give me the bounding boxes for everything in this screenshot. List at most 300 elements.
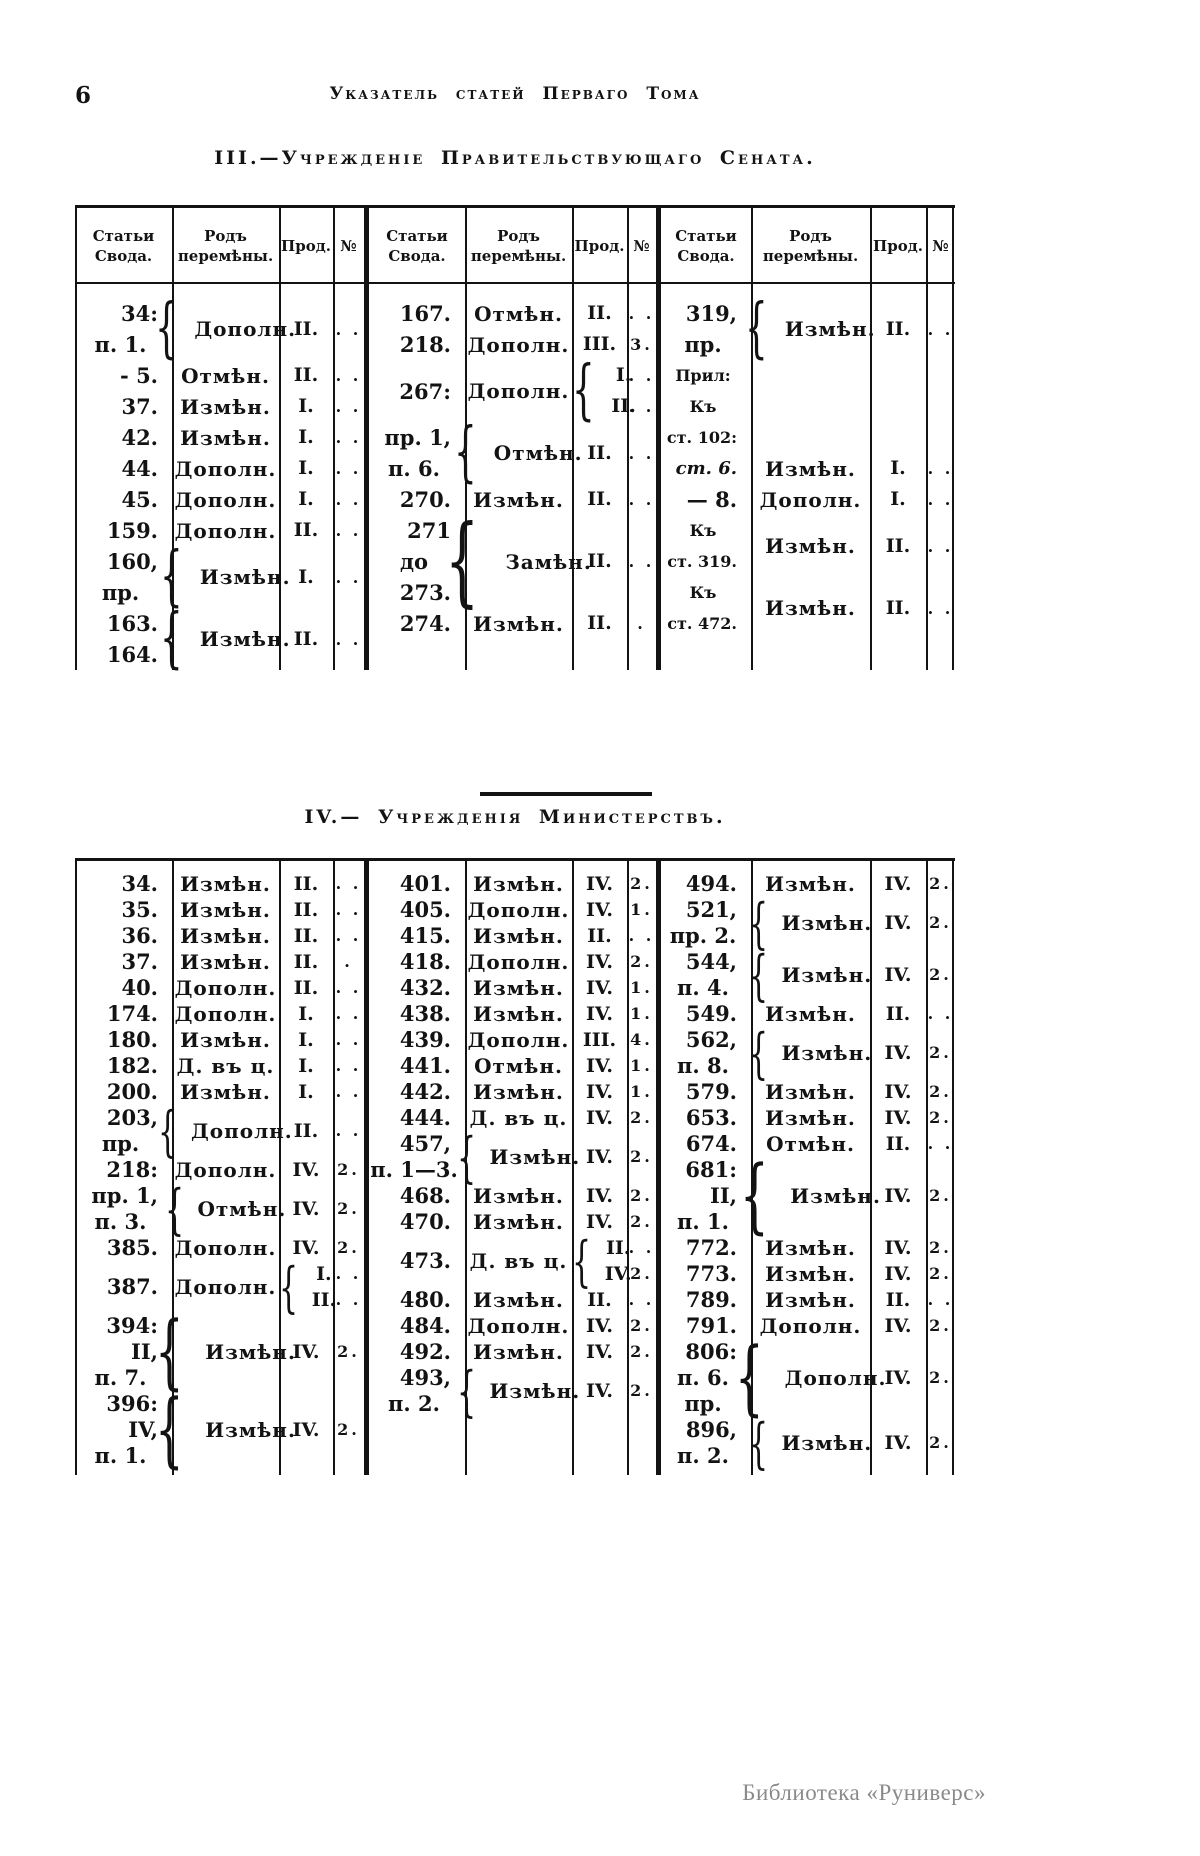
cell-change-kind bbox=[465, 1001, 572, 1027]
change-kind-text: Дополн. bbox=[759, 1314, 862, 1338]
column-header-change-kind bbox=[172, 208, 279, 284]
table-row bbox=[661, 1261, 955, 1287]
cell-continuation bbox=[572, 298, 627, 329]
cell-number bbox=[926, 298, 955, 360]
table-row bbox=[661, 1105, 955, 1131]
continuation-lines bbox=[572, 1079, 627, 1105]
continuation-text: II. bbox=[293, 977, 319, 999]
cell-change-kind bbox=[172, 360, 279, 391]
article-number-text: 273. bbox=[399, 580, 451, 605]
column-header-change-kind bbox=[751, 208, 870, 284]
cell-article-number bbox=[75, 1235, 172, 1261]
continuation-text: I. bbox=[298, 1029, 314, 1051]
continuation-text: II. bbox=[885, 1133, 911, 1155]
continuation-text: I. bbox=[298, 565, 314, 588]
article-number-text: 167. bbox=[399, 301, 451, 326]
number-dots: . . bbox=[927, 536, 954, 556]
change-kind-text: Дополн. bbox=[174, 518, 277, 543]
continuation-lines bbox=[572, 438, 627, 469]
cell-article-number bbox=[75, 391, 172, 422]
table-row bbox=[661, 484, 955, 515]
cell-number bbox=[926, 1235, 955, 1261]
table-column-group bbox=[661, 871, 955, 1475]
cell-continuation bbox=[572, 1131, 627, 1183]
continuation-lines bbox=[279, 453, 333, 484]
continuation-text: IV. bbox=[292, 1341, 320, 1363]
cell-number bbox=[333, 1183, 364, 1235]
cell-number bbox=[627, 871, 656, 897]
article-number-text: п. 6. bbox=[388, 456, 440, 481]
change-kind-text: Измѣн. bbox=[199, 565, 291, 589]
cell-change-kind bbox=[751, 1001, 870, 1027]
row-brace: { bbox=[155, 1304, 184, 1400]
cell-change-kind bbox=[465, 1339, 572, 1365]
number-dots: 2. bbox=[630, 1381, 653, 1400]
column-header-text: Прод. bbox=[281, 237, 331, 255]
number-dots: . . bbox=[628, 490, 655, 509]
continuation-text: IV. bbox=[884, 1367, 912, 1389]
continuation-text: IV. bbox=[586, 1107, 613, 1129]
article-number-text: п. 1. bbox=[677, 1209, 729, 1234]
cell-change-kind bbox=[172, 391, 279, 422]
cell-change-kind bbox=[172, 1079, 279, 1105]
continuation-lines bbox=[279, 624, 333, 655]
cell-article-number bbox=[75, 871, 172, 897]
continuation-lines bbox=[279, 1079, 333, 1105]
table-column-group bbox=[369, 871, 656, 1423]
continuation-lines bbox=[572, 923, 627, 949]
cell-number bbox=[926, 1079, 955, 1105]
continuation-text: IV. bbox=[884, 1107, 912, 1129]
continuation-brace: { bbox=[572, 1228, 592, 1293]
table-row bbox=[75, 1001, 364, 1027]
number-dots: . . bbox=[335, 490, 362, 509]
table-row bbox=[369, 897, 656, 923]
cell-change-kind bbox=[154, 291, 297, 367]
change-kind-text: Дополн. bbox=[174, 487, 277, 512]
table-column-group bbox=[75, 291, 364, 677]
article-number-text: 37. bbox=[121, 949, 158, 974]
number-dots: . . bbox=[335, 874, 362, 893]
change-kind-text: Измѣн. bbox=[473, 1340, 564, 1364]
continuation-text: I. bbox=[298, 457, 314, 479]
article-number-text: Къ bbox=[689, 521, 717, 540]
continuation-text: IV. bbox=[586, 1081, 613, 1103]
column-header-text: Прод. bbox=[574, 237, 625, 255]
change-kind-text: Дополн. bbox=[174, 1236, 277, 1260]
cell-number bbox=[627, 360, 656, 422]
number-dots: . . bbox=[335, 1056, 362, 1075]
article-number-text: - 5. bbox=[120, 363, 158, 388]
cell-continuation bbox=[870, 1105, 926, 1131]
continuation-text: IV. bbox=[292, 1159, 320, 1181]
table-row bbox=[369, 353, 656, 429]
table-row bbox=[369, 1358, 656, 1423]
number-dots: 2. bbox=[929, 1368, 952, 1387]
article-number-text: 270. bbox=[399, 487, 451, 512]
cell-change-kind bbox=[172, 1027, 279, 1053]
article-number-text: Къ bbox=[689, 397, 717, 416]
change-kind-text: Измѣн. bbox=[765, 872, 856, 896]
column-header-text: Свода. bbox=[94, 247, 153, 265]
number-dots: 2. bbox=[630, 952, 653, 971]
cell-change-kind bbox=[751, 1261, 870, 1287]
continuation-text: IV. bbox=[604, 1263, 632, 1285]
column-header-continuation bbox=[279, 208, 333, 284]
change-kind-text: Измѣн. bbox=[765, 1080, 856, 1104]
table-row bbox=[75, 975, 364, 1001]
article-number-text: 45. bbox=[121, 487, 158, 512]
number-dots: 2. bbox=[337, 1342, 360, 1361]
cell-change-kind bbox=[748, 942, 873, 1007]
cell-article-number bbox=[369, 871, 465, 897]
number-dots: . . bbox=[335, 926, 362, 945]
table-row bbox=[369, 1053, 656, 1079]
continuation-lines bbox=[279, 422, 333, 453]
row-brace: { bbox=[158, 1098, 178, 1163]
cell-change-kind bbox=[751, 1131, 870, 1157]
table-row bbox=[75, 1254, 364, 1319]
article-number-text: пр. bbox=[684, 1391, 722, 1416]
change-kind-text: Отмѣн. bbox=[493, 441, 583, 465]
number-dots: . . bbox=[335, 1082, 362, 1101]
article-number-text: 791. bbox=[685, 1313, 737, 1338]
column-header-articles bbox=[75, 208, 172, 284]
article-number-text: 271 bbox=[407, 518, 451, 543]
change-kind-text: Измѣн. bbox=[765, 1106, 856, 1130]
continuation-text: II. bbox=[587, 441, 612, 464]
cell-change-kind bbox=[160, 601, 291, 677]
continuation-text: IV. bbox=[292, 1237, 320, 1259]
article-number-text: 442. bbox=[399, 1079, 451, 1104]
article-number-text: 34: bbox=[121, 301, 158, 326]
number-dots: . . bbox=[628, 552, 655, 571]
cell-article-number bbox=[75, 515, 172, 546]
cell-article-number bbox=[661, 1027, 751, 1079]
cell-continuation bbox=[279, 871, 333, 897]
continuation-text: IV. bbox=[884, 1263, 912, 1285]
change-kind-text: Измѣн. bbox=[781, 1431, 873, 1455]
cell-number bbox=[926, 949, 955, 1001]
cell-article-number bbox=[369, 1131, 465, 1183]
table-row bbox=[75, 453, 364, 484]
cell-continuation bbox=[870, 1417, 926, 1469]
continuation-lines bbox=[572, 1105, 627, 1131]
cell-continuation bbox=[279, 453, 333, 484]
cell-change-kind bbox=[172, 949, 279, 975]
change-kind-text: Измѣн. bbox=[784, 317, 876, 341]
continuation-lines bbox=[279, 871, 333, 897]
row-brace: { bbox=[734, 1330, 764, 1426]
article-number-text: п. 2. bbox=[677, 1443, 729, 1468]
table-row bbox=[75, 949, 364, 975]
number-dots: . . bbox=[335, 1264, 362, 1283]
article-number-text: до bbox=[399, 549, 428, 574]
continuation-text: II. bbox=[293, 627, 319, 650]
cell-article-number bbox=[75, 1027, 172, 1053]
cell-article-number bbox=[369, 975, 465, 1001]
cell-change-kind bbox=[751, 577, 870, 639]
cell-continuation bbox=[572, 975, 627, 1001]
continuation-brace: { bbox=[572, 353, 595, 429]
cell-article-number bbox=[369, 1209, 465, 1235]
change-kind-text: Дополн. bbox=[174, 1158, 277, 1182]
cell-number bbox=[926, 1417, 955, 1469]
cell-continuation bbox=[279, 1079, 333, 1105]
continuation-lines bbox=[870, 484, 926, 515]
cell-continuation bbox=[870, 1079, 926, 1105]
continuation-lines bbox=[279, 314, 333, 345]
row-brace: { bbox=[456, 1124, 476, 1189]
cell-number bbox=[926, 453, 955, 484]
cell-continuation bbox=[279, 949, 333, 975]
continuation-text: II. bbox=[587, 925, 612, 947]
cell-change-kind bbox=[745, 291, 876, 367]
continuation-text: IV. bbox=[884, 1081, 912, 1103]
number-dots: . . bbox=[335, 567, 362, 587]
number-dots: . . bbox=[335, 978, 362, 997]
cell-number bbox=[627, 1131, 656, 1183]
cell-continuation bbox=[279, 1053, 333, 1079]
cell-continuation bbox=[279, 1001, 333, 1027]
cell-change-kind bbox=[465, 608, 572, 639]
table-row bbox=[75, 601, 364, 677]
article-number-text: 484. bbox=[399, 1313, 451, 1338]
continuation-lines bbox=[572, 975, 627, 1001]
cell-continuation bbox=[572, 949, 627, 975]
cell-number bbox=[926, 1339, 955, 1417]
cell-continuation bbox=[279, 1313, 333, 1391]
table-row bbox=[75, 391, 364, 422]
table-row bbox=[661, 577, 955, 639]
row-brace: { bbox=[155, 1382, 184, 1478]
continuation-lines bbox=[279, 1027, 333, 1053]
cell-change-kind bbox=[465, 1105, 572, 1131]
continuation-lines bbox=[279, 515, 333, 546]
table-row bbox=[661, 453, 955, 484]
continuation-text: II. bbox=[311, 1289, 337, 1311]
cell-change-kind bbox=[172, 1053, 279, 1079]
cell-article-number bbox=[661, 1131, 751, 1157]
continuation-text: IV. bbox=[586, 977, 613, 999]
cell-number bbox=[627, 1105, 656, 1131]
cell-continuation bbox=[572, 1053, 627, 1079]
change-kind-text: Измѣн. bbox=[781, 1041, 873, 1065]
cell-continuation bbox=[870, 1027, 926, 1079]
cell-continuation bbox=[279, 923, 333, 949]
number-dots: 2. bbox=[630, 1342, 653, 1361]
continuation-lines bbox=[572, 1313, 627, 1339]
cell-continuation bbox=[572, 897, 627, 923]
cell-continuation bbox=[572, 1365, 627, 1417]
cell-number bbox=[333, 608, 364, 670]
article-number-text: п. 6. bbox=[677, 1365, 729, 1390]
row-brace: { bbox=[748, 942, 768, 1007]
number-dots: . . bbox=[335, 900, 362, 919]
continuation-lines bbox=[572, 1027, 627, 1053]
cell-number bbox=[627, 949, 656, 975]
article-number-text: п. 4. bbox=[677, 975, 729, 1000]
article-number-text: ст. 6. bbox=[675, 458, 737, 479]
number-dots: . . bbox=[628, 397, 655, 416]
article-number-text: 444. bbox=[399, 1105, 451, 1130]
article-number-text: 441. bbox=[399, 1053, 451, 1078]
cell-number bbox=[926, 1261, 955, 1287]
change-kind-text: Измѣн. bbox=[765, 1236, 856, 1260]
cell-number bbox=[627, 329, 656, 360]
cell-article-number bbox=[661, 897, 751, 949]
cell-article-number bbox=[661, 1001, 751, 1027]
continuation-lines bbox=[279, 484, 333, 515]
article-number-text: 681: bbox=[685, 1157, 737, 1182]
number-dots: . . bbox=[335, 629, 362, 649]
table-row bbox=[661, 515, 955, 577]
cell-continuation bbox=[870, 1261, 926, 1287]
cell-change-kind bbox=[751, 871, 870, 897]
change-kind-text: Измѣн. bbox=[199, 627, 291, 651]
cell-number bbox=[333, 1261, 364, 1313]
cell-number bbox=[926, 1157, 955, 1235]
table-row bbox=[75, 1098, 364, 1163]
table-row bbox=[369, 1027, 656, 1053]
continuation-lines bbox=[279, 897, 333, 923]
cell-change-kind bbox=[172, 923, 279, 949]
change-kind-text: Измѣн. bbox=[790, 1184, 881, 1208]
column-header-text: Статьи bbox=[92, 227, 155, 245]
change-kind-text: Измѣн. bbox=[180, 924, 271, 948]
cell-number bbox=[333, 1027, 364, 1053]
change-kind-text: Измѣн. bbox=[765, 596, 856, 620]
row-brace: { bbox=[748, 1410, 768, 1475]
change-kind-text: Измѣн. bbox=[180, 394, 271, 419]
number-dots: . . bbox=[335, 1030, 362, 1049]
number-dots: . . bbox=[335, 397, 362, 416]
cell-continuation bbox=[870, 871, 926, 897]
continuation-text: IV. bbox=[586, 1380, 613, 1402]
table-row bbox=[369, 608, 656, 639]
cell-article-number bbox=[369, 298, 465, 329]
continuation-lines bbox=[572, 1183, 627, 1209]
number-dots: 2. bbox=[337, 1160, 360, 1179]
row-brace: { bbox=[456, 1358, 476, 1423]
cell-number bbox=[333, 422, 364, 453]
cell-change-kind bbox=[172, 1261, 279, 1313]
change-kind-text: Измѣн. bbox=[489, 1379, 581, 1403]
cell-article-number bbox=[369, 329, 465, 360]
continuation-text: IV. bbox=[586, 1315, 613, 1337]
continuation-text: II. bbox=[885, 317, 911, 340]
cell-continuation bbox=[870, 897, 926, 949]
cell-change-kind bbox=[748, 1020, 873, 1085]
cell-article-number bbox=[75, 453, 172, 484]
continuation-text: I. bbox=[316, 1263, 332, 1285]
cell-change-kind bbox=[456, 1358, 581, 1423]
continuation-text: II. bbox=[885, 1289, 911, 1311]
cell-change-kind bbox=[465, 1053, 572, 1079]
number-dots: . . bbox=[927, 319, 954, 339]
number-dots: . . bbox=[628, 304, 655, 323]
change-kind-text: Измѣн. bbox=[473, 1184, 564, 1208]
column-header-text: № bbox=[633, 237, 650, 255]
cell-continuation bbox=[572, 1079, 627, 1105]
continuation-lines bbox=[279, 1196, 333, 1222]
article-number-text: 274. bbox=[399, 611, 451, 636]
cell-change-kind bbox=[751, 360, 870, 453]
continuation-lines bbox=[870, 1105, 926, 1131]
number-dots: . . bbox=[927, 1134, 954, 1153]
cell-change-kind bbox=[748, 890, 873, 955]
cell-number bbox=[926, 1027, 955, 1079]
cell-continuation bbox=[870, 515, 926, 577]
article-number-text: 35. bbox=[121, 897, 158, 922]
continuation-text: II. bbox=[885, 534, 911, 557]
continuation-text: IV. bbox=[586, 951, 613, 973]
table-row bbox=[75, 360, 364, 391]
table-row bbox=[75, 484, 364, 515]
change-kind-text: Дополн. bbox=[174, 1002, 277, 1026]
change-kind-text: Дополн. bbox=[467, 898, 570, 922]
table-row bbox=[661, 1079, 955, 1105]
table-row bbox=[661, 1410, 955, 1475]
change-kind-text: Дополн. bbox=[759, 487, 862, 512]
cell-continuation bbox=[279, 975, 333, 1001]
article-number-text: II, bbox=[131, 1339, 158, 1364]
article-number-text: Къ bbox=[689, 583, 717, 602]
article-number-text: 37. bbox=[121, 394, 158, 419]
number-dots: 1. bbox=[630, 1004, 653, 1023]
column-header-text: Родъ bbox=[204, 227, 247, 245]
cell-number bbox=[926, 1105, 955, 1131]
number-dots: . . bbox=[927, 1290, 954, 1309]
column-header-text: Статьи bbox=[675, 227, 737, 245]
article-number-text: 182. bbox=[106, 1053, 158, 1078]
cell-number bbox=[926, 1131, 955, 1157]
change-kind-text: Измѣн. bbox=[205, 1340, 296, 1364]
column-header-continuation bbox=[870, 208, 926, 284]
cell-number bbox=[926, 577, 955, 639]
cell-change-kind bbox=[465, 1209, 572, 1235]
table-row bbox=[75, 539, 364, 615]
change-kind-text: Д. въ ц. bbox=[176, 1054, 275, 1078]
cell-article-number bbox=[661, 1261, 751, 1287]
number-dots: 2. bbox=[929, 1264, 952, 1283]
continuation-text: IV. bbox=[884, 873, 912, 895]
cell-article-number bbox=[369, 1235, 465, 1287]
table-row bbox=[369, 1209, 656, 1235]
table-column-group bbox=[75, 871, 364, 1478]
continuation-lines bbox=[279, 923, 333, 949]
number-dots: 2. bbox=[929, 1043, 952, 1062]
article-number-text: п. 1. bbox=[94, 1443, 147, 1468]
table-row bbox=[75, 1079, 364, 1105]
table-row bbox=[661, 1287, 955, 1313]
cell-change-kind bbox=[465, 1079, 572, 1105]
cell-continuation bbox=[279, 1254, 337, 1319]
cell-number bbox=[627, 1027, 656, 1053]
number-dots: 2. bbox=[630, 1316, 653, 1335]
number-dots: . . bbox=[628, 926, 655, 945]
article-number-text: 438. bbox=[399, 1001, 451, 1026]
article-number-text: 544, bbox=[685, 949, 737, 974]
column-header-number bbox=[627, 208, 656, 284]
cell-number bbox=[926, 871, 955, 897]
change-kind-text: Отмѣн. bbox=[181, 363, 270, 388]
number-dots: 2. bbox=[929, 1238, 952, 1257]
continuation-lines bbox=[870, 910, 926, 936]
table-row bbox=[661, 291, 955, 367]
table-row bbox=[369, 1079, 656, 1105]
row-brace: { bbox=[154, 291, 178, 367]
